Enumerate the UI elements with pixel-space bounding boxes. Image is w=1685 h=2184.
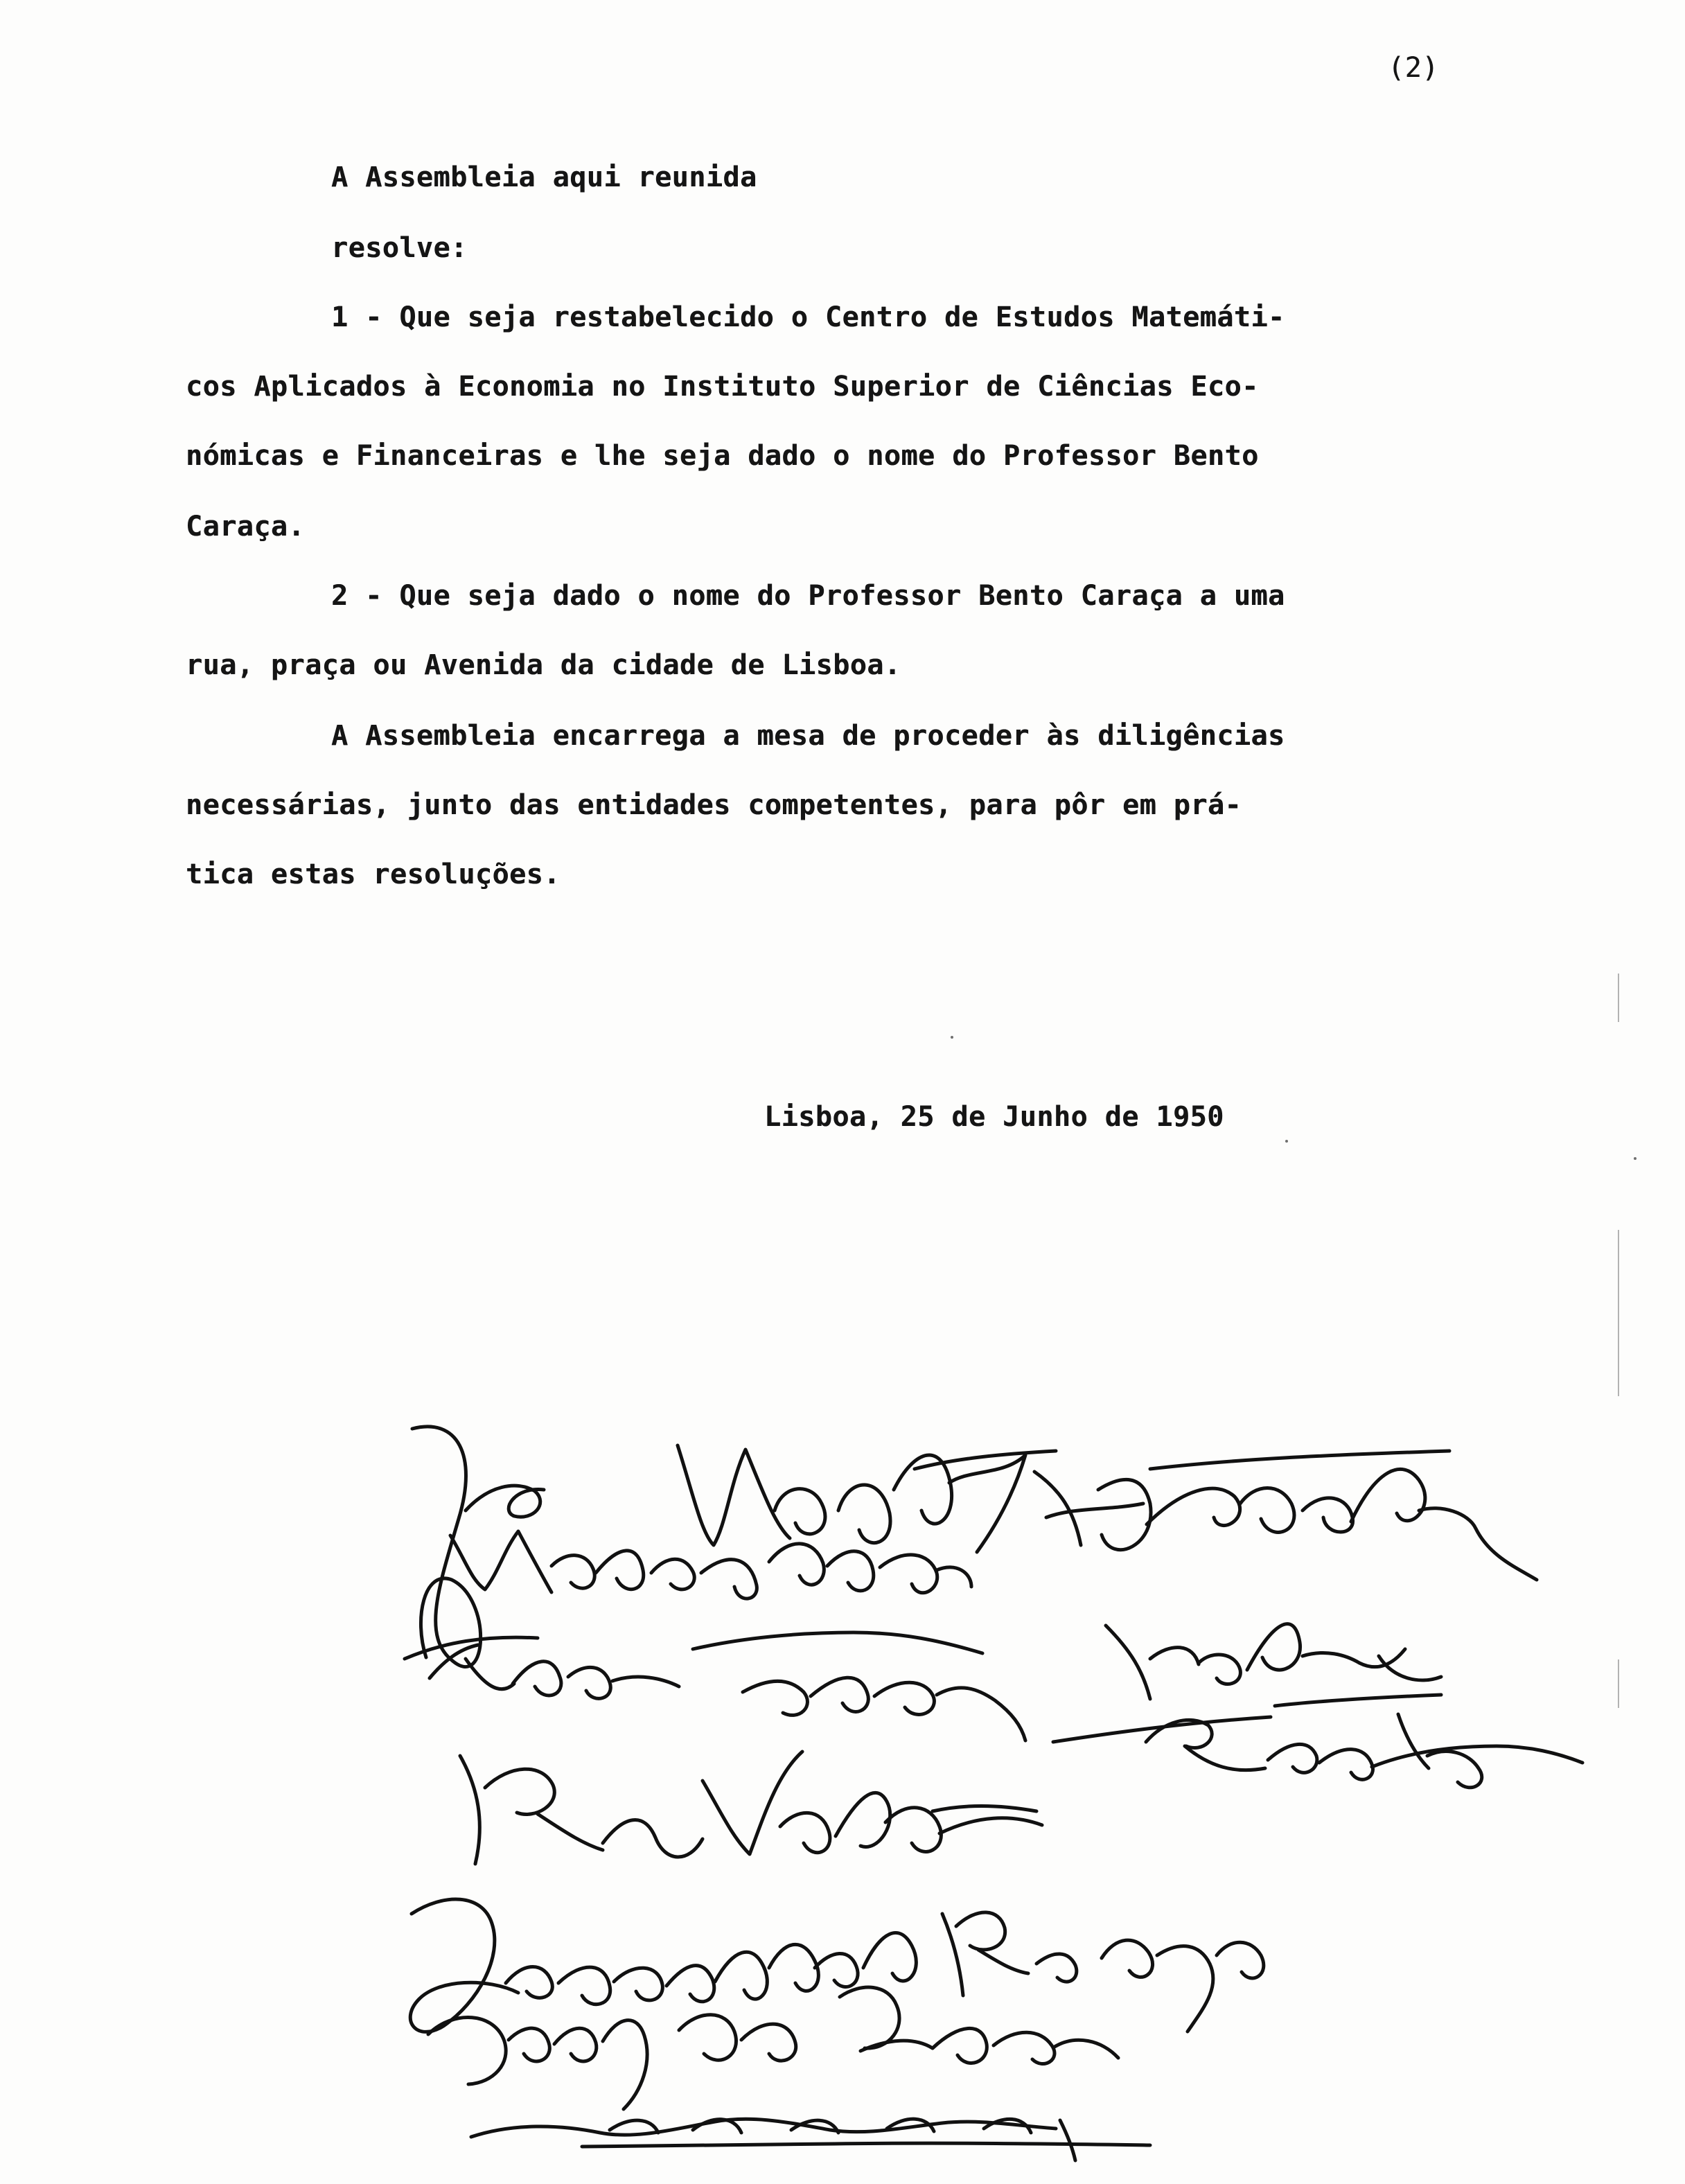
resolution-1-line-2: cos Aplicados à Economia no Instituto Superior de Ciências Eco- bbox=[186, 371, 1259, 403]
final-paragraph-line-1: A Assembleia encarrega a mesa de proceder às diligências bbox=[331, 720, 1285, 752]
date-line: Lisboa, 25 de Junho de 1950 bbox=[764, 1101, 1224, 1133]
right-margin-mark-3 bbox=[1618, 1659, 1619, 1708]
resolution-1-line-1: 1 - Que seja restabelecido o Centro de Estudos Matemáti- bbox=[331, 301, 1285, 333]
signature-friedeskie bbox=[1034, 1451, 1537, 1580]
final-paragraph-line-3: tica estas resoluções. bbox=[186, 858, 561, 890]
resolution-2-line-2: rua, praça ou Avenida da cidade de Lisboa. bbox=[186, 649, 901, 681]
signature-joaquim-augusto-rodrigues bbox=[410, 1899, 1264, 2032]
signature-rui-valente bbox=[460, 1752, 1042, 1864]
page-number: (2) bbox=[1388, 52, 1439, 84]
intro-line-2: resolve: bbox=[331, 232, 468, 264]
resolution-1-line-3: nómicas e Financeiras e lhe seja dado o nome do Professor Bento bbox=[186, 440, 1259, 472]
paper-speck-3 bbox=[1285, 1140, 1288, 1143]
signature-maria-lamas bbox=[450, 1531, 971, 1599]
intro-line-1: A Assembleia aqui reunida bbox=[331, 161, 757, 193]
signature-carlos-sousa bbox=[428, 1987, 1118, 2109]
resolution-2-line-1: 2 - Que seja dado o nome do Professor Bento Caraça a uma bbox=[331, 580, 1285, 612]
paper-speck-1 bbox=[951, 1036, 953, 1039]
signature-bottom-line bbox=[471, 2119, 1150, 2160]
final-paragraph-line-2: necessárias, junto das entidades competentes, para pôr em prá- bbox=[186, 789, 1242, 821]
signature-alberto-marques bbox=[405, 1632, 1025, 1741]
resolution-1-line-4: Caraça. bbox=[186, 511, 306, 543]
signature-jose-morgado bbox=[412, 1427, 1056, 1667]
paper-speck-2 bbox=[1634, 1157, 1637, 1160]
right-margin-mark-2 bbox=[1618, 1230, 1619, 1396]
signature-elina-vaz bbox=[1053, 1714, 1582, 1788]
signature-costa-leal bbox=[1106, 1624, 1441, 1706]
right-margin-mark-1 bbox=[1618, 974, 1619, 1022]
